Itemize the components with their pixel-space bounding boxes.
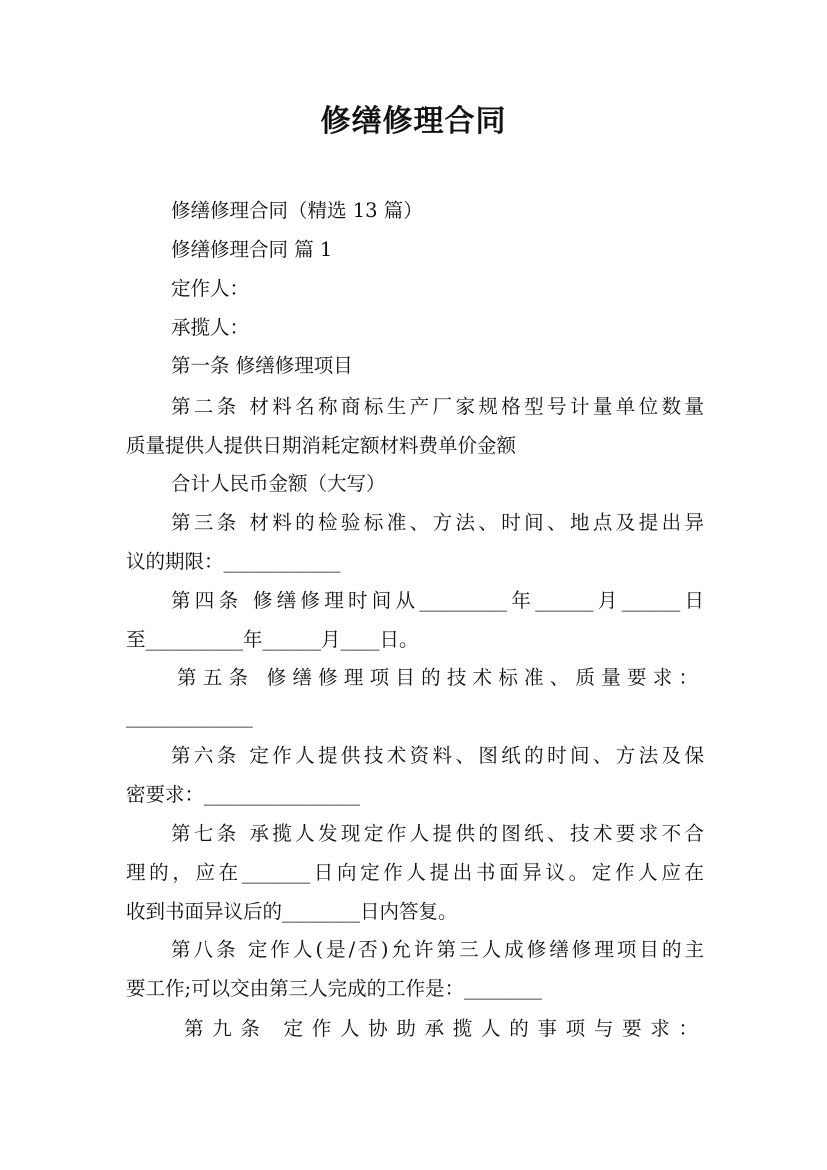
party-owner-line: 定作人：: [171, 277, 250, 300]
clause-4: 第四条 修缮修理时间从_________年______月______日: [171, 589, 704, 612]
clause-8-cont: 要工作;可以交由第三人完成的工作是：________: [126, 977, 543, 1000]
clause-6-cont: 密要求：________________: [126, 783, 361, 806]
clause-2-cont: 质量提供人提供日期消耗定额材料费单价金额: [126, 434, 517, 457]
clause-6: 第六条 定作人提供技术资料、图纸的时间、方法及保: [171, 744, 704, 767]
clause-7-cont-1: 理的，应在_______日向定作人提出书面异议。定作人应在: [126, 861, 704, 884]
clause-5: 第五条 修缮修理项目的技术标准、质量要求：: [177, 666, 704, 689]
clause-4-cont: 至__________年______月____日。: [126, 628, 419, 651]
clause-7-cont-2: 收到书面异议后的________日内答复。: [126, 900, 458, 923]
clause-3: 第三条 材料的检验标准、方法、时间、地点及提出异: [171, 511, 704, 534]
document-title: 修缮修理合同: [320, 104, 507, 139]
total-amount-line: 合计人民币金额（大写）: [171, 472, 386, 495]
clause-8: 第八条 定作人(是/否)允许第三人成修缮修理项目的主: [171, 938, 704, 961]
clause-5-cont: _____________: [126, 705, 253, 728]
clause-9: 第九条 定作人协助承揽人的事项与要求：: [184, 1017, 704, 1040]
clause-7: 第七条 承揽人发现定作人提供的图纸、技术要求不合: [171, 822, 704, 845]
subtitle-line: 修缮修理合同（精选 13 篇）: [171, 199, 423, 222]
section-heading: 修缮修理合同 篇 1: [171, 238, 333, 261]
clause-2: 第二条 材料名称商标生产厂家规格型号计量单位数量: [171, 395, 704, 418]
clause-3-cont: 议的期限：____________: [126, 550, 341, 573]
party-contractor-line: 承揽人：: [171, 316, 250, 339]
clause-1: 第一条 修缮修理项目: [171, 354, 353, 377]
